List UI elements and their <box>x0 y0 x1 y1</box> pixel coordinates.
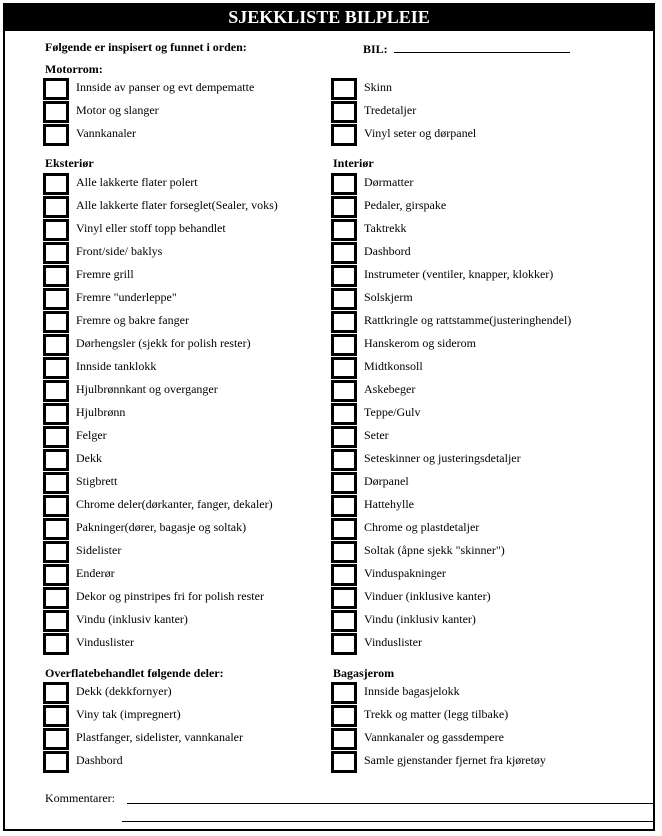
checklist-item-label: Dashbord <box>76 753 123 767</box>
checkbox[interactable] <box>43 682 69 704</box>
checklist-item-label: Chrome og plastdetaljer <box>364 520 480 534</box>
checkbox[interactable] <box>43 705 69 727</box>
overflate-title: Overflatebehandlet følgende deler: <box>45 666 224 680</box>
checkbox[interactable] <box>43 610 69 632</box>
checklist-item-label: Samle gjenstander fjernet fra kjøretøy <box>364 753 546 767</box>
checklist-item-label: Vinduer (inklusive kanter) <box>364 589 491 603</box>
checklist-item-label: Innside tanklokk <box>76 359 157 373</box>
checkbox[interactable] <box>43 495 69 517</box>
checklist-item-label: Dørhengsler (sjekk for polish rester) <box>76 336 251 350</box>
checklist-item-label: Askebeger <box>364 382 416 396</box>
checklist-item-label: Dekk (dekkfornyer) <box>76 684 172 698</box>
checkbox[interactable] <box>331 242 357 264</box>
checklist-item-label: Fremre "underleppe" <box>76 290 177 304</box>
checklist-item-label: Solskjerm <box>364 290 413 304</box>
checkbox[interactable] <box>43 472 69 494</box>
checkbox[interactable] <box>331 682 357 704</box>
checkbox[interactable] <box>43 541 69 563</box>
checkbox[interactable] <box>331 196 357 218</box>
checklist-item-label: Taktrekk <box>364 221 407 235</box>
checklist-item-label: Soltak (åpne sjekk "skinner") <box>364 543 505 557</box>
checkbox[interactable] <box>43 357 69 379</box>
bagasjerom-title: Bagasjerom <box>333 666 395 680</box>
checkbox[interactable] <box>331 219 357 241</box>
checkbox[interactable] <box>43 311 69 333</box>
interior-title: Interiør <box>333 156 374 170</box>
checkbox[interactable] <box>43 124 69 146</box>
checkbox[interactable] <box>331 564 357 586</box>
checklist-item-label: Tredetaljer <box>364 103 417 117</box>
checkbox[interactable] <box>331 334 357 356</box>
checkbox[interactable] <box>331 541 357 563</box>
checklist-item-label: Pakninger(dører, bagasje og soltak) <box>76 520 247 534</box>
checklist-item-label: Chrome deler(dørkanter, fanger, dekaler) <box>76 497 273 511</box>
checkbox[interactable] <box>331 587 357 609</box>
checkbox[interactable] <box>43 403 69 425</box>
checkbox[interactable] <box>43 751 69 773</box>
checkbox[interactable] <box>331 380 357 402</box>
checklist-item-label: Vinyl seter og dørpanel <box>364 126 477 140</box>
checkbox[interactable] <box>331 403 357 425</box>
checkbox[interactable] <box>43 101 69 123</box>
checklist-item-label: Dashbord <box>364 244 411 258</box>
checkbox[interactable] <box>331 78 357 100</box>
checklist-item-label: Front/side/ baklys <box>76 244 163 258</box>
checkbox[interactable] <box>43 219 69 241</box>
checklist-item-label: Innside bagasjelokk <box>364 684 460 698</box>
checkbox[interactable] <box>331 472 357 494</box>
checkbox[interactable] <box>331 705 357 727</box>
checklist-item-label: Seteskinner og justeringsdetaljer <box>364 451 521 465</box>
checkbox[interactable] <box>43 334 69 356</box>
comments-label: Kommentarer: <box>45 791 115 805</box>
checkbox[interactable] <box>331 449 357 471</box>
checkbox[interactable] <box>331 751 357 773</box>
checklist-item-label: Seter <box>364 428 389 442</box>
checkbox[interactable] <box>331 495 357 517</box>
inspected-label: Følgende er inspisert og funnet i orden: <box>45 40 247 54</box>
checklist-item-label: Fremre grill <box>76 267 134 281</box>
checkbox[interactable] <box>43 196 69 218</box>
checkbox[interactable] <box>331 173 357 195</box>
checkbox[interactable] <box>43 426 69 448</box>
checklist-item-label: Vinduslister <box>364 635 422 649</box>
checkbox[interactable] <box>43 728 69 750</box>
checklist-item-label: Rattkringle og rattstamme(justeringhendel) <box>364 313 572 327</box>
checklist-item-label: Dekor og pinstripes fri for polish rester <box>76 589 264 603</box>
checklist-item-label: Sidelister <box>76 543 122 557</box>
bil-label: BIL: <box>363 42 388 56</box>
checklist-item-label: Vannkanaler og gassdempere <box>364 730 504 744</box>
checkbox[interactable] <box>43 380 69 402</box>
checkbox[interactable] <box>43 564 69 586</box>
checklist-item-label: Fremre og bakre fanger <box>76 313 189 327</box>
checkbox[interactable] <box>331 265 357 287</box>
checklist-item-label: Alle lakkerte flater polert <box>76 175 198 189</box>
checklist-item-label: Hanskerom og siderom <box>364 336 476 350</box>
checkbox[interactable] <box>43 288 69 310</box>
checklist-item-label: Pedaler, girspake <box>364 198 447 212</box>
checkbox[interactable] <box>43 78 69 100</box>
checkbox[interactable] <box>43 518 69 540</box>
checklist-item-label: Hjulbrønn <box>76 405 126 419</box>
eksterior-title: Eksteriør <box>45 156 94 170</box>
checklist-item-label: Vinyl eller stoff topp behandlet <box>76 221 226 235</box>
checkbox[interactable] <box>331 124 357 146</box>
checklist-item-label: Felger <box>76 428 107 442</box>
checkbox[interactable] <box>331 610 357 632</box>
checklist-item-label: Dørmatter <box>364 175 414 189</box>
checkbox[interactable] <box>43 265 69 287</box>
checklist-item-label: Alle lakkerte flater forseglet(Sealer, voks) <box>76 198 278 212</box>
checkbox[interactable] <box>43 449 69 471</box>
comments-line-2[interactable] <box>122 821 653 822</box>
checklist-item-label: Skinn <box>364 80 393 94</box>
checkbox[interactable] <box>43 587 69 609</box>
checklist-item-label: Dekk <box>76 451 102 465</box>
checklist-item-label: Instrumeter (ventiler, knapper, klokker) <box>364 267 554 281</box>
checkbox[interactable] <box>331 728 357 750</box>
bil-input-line[interactable] <box>394 40 570 53</box>
checkbox[interactable] <box>43 633 69 655</box>
checklist-item-label: Stigbrett <box>76 474 118 488</box>
page-title: SJEKKLISTE BILPLEIE <box>3 3 655 31</box>
checklist-item-label: Teppe/Gulv <box>364 405 421 419</box>
checkbox[interactable] <box>331 518 357 540</box>
checklist-item-label: Vannkanaler <box>76 126 136 140</box>
checklist-item-label: Motor og slanger <box>76 103 159 117</box>
checklist-item-label: Plastfanger, sidelister, vannkanaler <box>76 730 243 744</box>
checklist-item-label: Viny tak (impregnert) <box>76 707 181 721</box>
checkbox[interactable] <box>43 242 69 264</box>
checklist-item-label: Vindu (inklusiv kanter) <box>76 612 188 626</box>
checklist-item-label: Vindu (inklusiv kanter) <box>364 612 476 626</box>
checklist-item-label: Innside av panser og evt dempematte <box>76 80 255 94</box>
checklist-item-label: Midtkonsoll <box>364 359 423 373</box>
checkbox[interactable] <box>331 101 357 123</box>
checkbox[interactable] <box>331 357 357 379</box>
checklist-item-label: Enderør <box>76 566 115 580</box>
checklist-item-label: Vinduslister <box>76 635 134 649</box>
checkbox[interactable] <box>331 288 357 310</box>
checkbox[interactable] <box>331 311 357 333</box>
motorrom-title: Motorrom: <box>45 62 103 76</box>
bil-field[interactable] <box>363 40 570 57</box>
checkbox[interactable] <box>43 173 69 195</box>
checklist-item-label: Hattehylle <box>364 497 414 511</box>
checklist-item-label: Dørpanel <box>364 474 409 488</box>
checklist-item-label: Trekk og matter (legg tilbake) <box>364 707 509 721</box>
checklist-item-label: Hjulbrønnkant og overganger <box>76 382 218 396</box>
checklist-item-label: Vinduspakninger <box>364 566 446 580</box>
checkbox[interactable] <box>331 633 357 655</box>
checkbox[interactable] <box>331 426 357 448</box>
comments-line-1[interactable] <box>127 803 653 804</box>
